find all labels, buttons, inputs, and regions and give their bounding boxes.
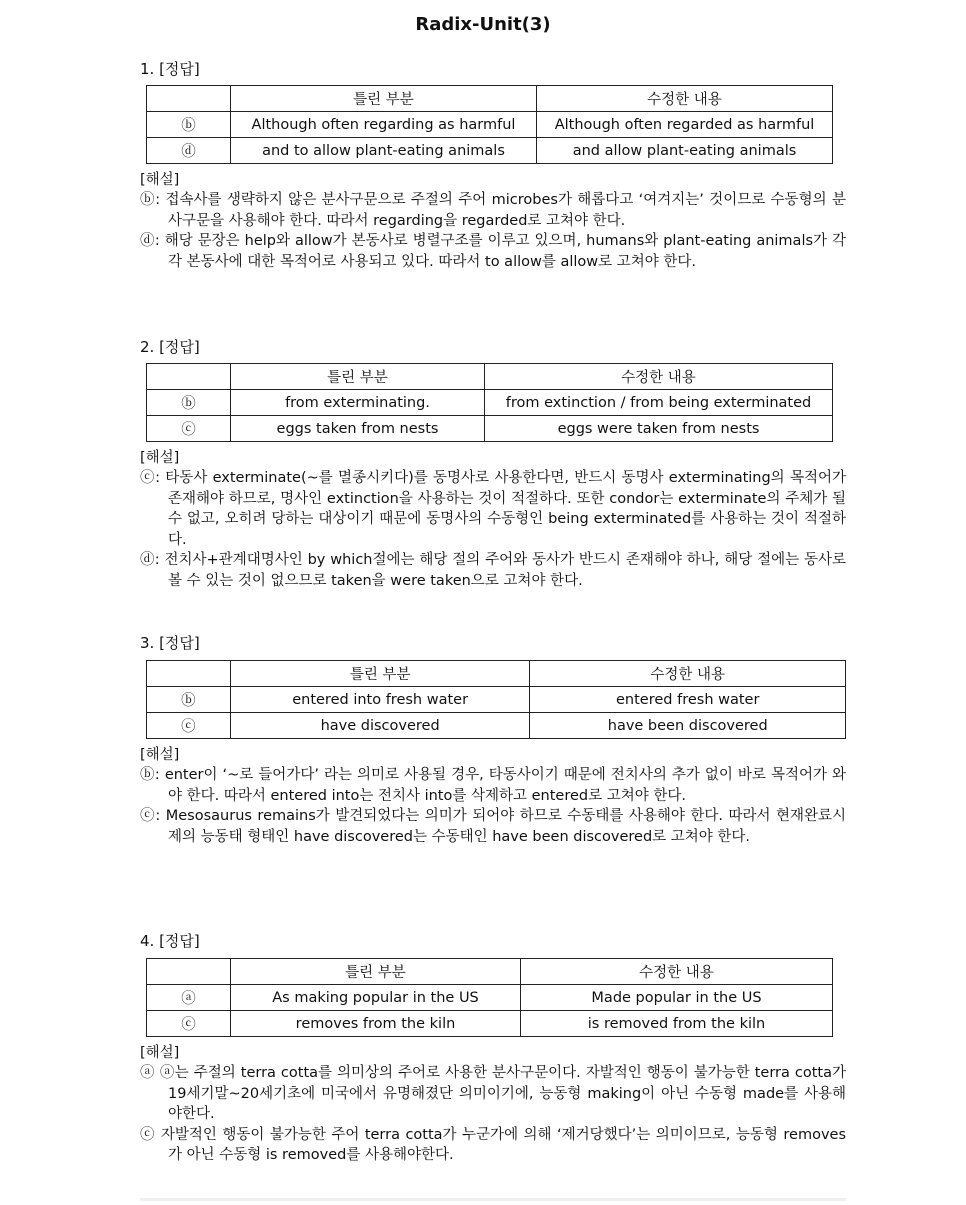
answer-table [146, 660, 846, 739]
explanation-label: [해설] [140, 450, 180, 466]
answer-section-3 [140, 632, 846, 847]
header-corrected: 수정한 내용 [537, 86, 833, 112]
table-row [147, 713, 846, 739]
row-mark: ⓑ [147, 390, 231, 416]
header-wrong-part: 틀린 부분 [230, 661, 530, 687]
explanation-note: ⓑ: 접속사를 생략하지 않은 분사구문으로 주절의 주어 microbes가 해롭다고 ‘여겨지는’ 것이므로 수동형의 분사구문을 사용해야 한다. 따라서 regarding을 regarded로 고쳐야 한다. [140, 192, 846, 229]
table-row [147, 390, 833, 416]
row-mark: ⓒ [147, 1011, 231, 1037]
answer-section-4 [140, 930, 846, 1166]
explanation-note: ⓒ: Mesosaurus remains가 발견되었다는 의미가 되어야 하므로 수동태를 사용해야 한다. 따라서 현재완료시제의 능동태 형태인 have discovered는 수동태인 have been discovered로 고쳐야 한다. [140, 808, 846, 845]
header-mark-cell [147, 959, 231, 985]
header-corrected: 수정한 내용 [521, 959, 833, 985]
row-wrong: eggs taken from nests [231, 416, 485, 442]
explanation-note: ⓒ 자발적인 행동이 불가능한 주어 terra cotta가 누군가에 의해 ‘제거당했다’는 의미이므로, 능동형 removes가 아닌 수동형 is removed를 사용해야한다. [140, 1126, 846, 1163]
row-fixed: entered fresh water [530, 687, 846, 713]
explanation-label: [해설] [140, 172, 180, 188]
table-header-row [147, 364, 833, 390]
answer-section-1 [140, 58, 846, 272]
page-bottom-divider [140, 1198, 846, 1201]
table-row [147, 112, 833, 138]
table-row [147, 1011, 833, 1037]
table-header-row [147, 86, 833, 112]
row-wrong: removes from the kiln [231, 1011, 521, 1037]
explanation-label: [해설] [140, 747, 180, 763]
explanation-note: ⓑ: enter이 ‘~로 들어가다’ 라는 의미로 사용될 경우, 타동사이기 때문에 전치사의 추가 없이 바로 목적어가 와야 한다. 따라서 entered into는 전치사 into를 삭제하고 entered로 고쳐야 한다. [140, 767, 846, 804]
section-heading: 1. [정답] [140, 60, 200, 78]
table-header-row [147, 959, 833, 985]
header-corrected: 수정한 내용 [485, 364, 833, 390]
row-wrong: Although often regarding as harmful [231, 112, 537, 138]
row-mark: ⓒ [147, 416, 231, 442]
section-heading: 3. [정답] [140, 634, 200, 652]
header-mark-cell [147, 661, 231, 687]
header-mark-cell [147, 364, 231, 390]
explanation-note: ⓒ: 타동사 exterminate(~를 멸종시키다)를 동명사로 사용한다면, 반드시 동명사 exterminating의 목적어가 존재해야 하므로, 명사인 extinction을 사용하는 것이 적절하다. 또한 condor는 exterminate의 주체가 될 수 없고, 오히려 당하는 대상이기 때문에 동명사의 수동형인 being exterminated를 사용하는 것이 적절하다. [140, 470, 846, 548]
row-fixed: Made popular in the US [521, 985, 833, 1011]
row-fixed: eggs were taken from nests [485, 416, 833, 442]
row-wrong: entered into fresh water [230, 687, 530, 713]
row-mark: ⓒ [147, 713, 231, 739]
answer-table [146, 958, 833, 1037]
row-fixed: and allow plant-eating animals [537, 138, 833, 164]
header-wrong-part: 틀린 부분 [231, 364, 485, 390]
explanation-note: ⓐ ⓐ는 주절의 terra cotta를 의미상의 주어로 사용한 분사구문이다. 자발적인 행동이 불가능한 terra cotta가 19세기말~20세기초에 미국에서 유명해졌단 의미이기에, 능동형 making이 아닌 수동형 made를 사용해야한다. [140, 1065, 846, 1122]
section-heading: 2. [정답] [140, 338, 200, 356]
answer-table [146, 85, 833, 164]
row-fixed: from extinction / from being exterminated [485, 390, 833, 416]
header-wrong-part: 틀린 부분 [231, 86, 537, 112]
row-wrong: from exterminating. [231, 390, 485, 416]
table-row [147, 138, 833, 164]
row-wrong: have discovered [230, 713, 530, 739]
explanation-note: ⓓ: 해당 문장은 help와 allow가 본동사로 병렬구조를 이루고 있으며, humans와 plant-eating animals가 각각 본동사에 대한 목적어로 사용되고 있다. 따라서 to allow를 allow로 고쳐야 한다. [140, 233, 846, 270]
answer-section-2 [140, 336, 846, 591]
table-header-row [147, 661, 846, 687]
section-heading: 4. [정답] [140, 932, 200, 950]
header-wrong-part: 틀린 부분 [231, 959, 521, 985]
document-title: Radix-Unit(3) [415, 14, 551, 35]
row-fixed: is removed from the kiln [521, 1011, 833, 1037]
row-mark: ⓐ [147, 985, 231, 1011]
row-mark: ⓓ [147, 138, 231, 164]
explanation-note: ⓓ: 전치사+관계대명사인 by which절에는 해당 절의 주어와 동사가 반드시 존재해야 하나, 해당 절에는 동사로 볼 수 있는 것이 없으므로 taken을 were taken으로 고쳐야 한다. [140, 552, 846, 589]
table-row [147, 416, 833, 442]
answer-table [146, 363, 833, 442]
header-corrected: 수정한 내용 [530, 661, 846, 687]
row-mark: ⓑ [147, 687, 231, 713]
row-wrong: As making popular in the US [231, 985, 521, 1011]
row-mark: ⓑ [147, 112, 231, 138]
header-mark-cell [147, 86, 231, 112]
row-fixed: Although often regarded as harmful [537, 112, 833, 138]
table-row [147, 687, 846, 713]
row-fixed: have been discovered [530, 713, 846, 739]
row-wrong: and to allow plant-eating animals [231, 138, 537, 164]
explanation-label: [해설] [140, 1045, 180, 1061]
table-row [147, 985, 833, 1011]
